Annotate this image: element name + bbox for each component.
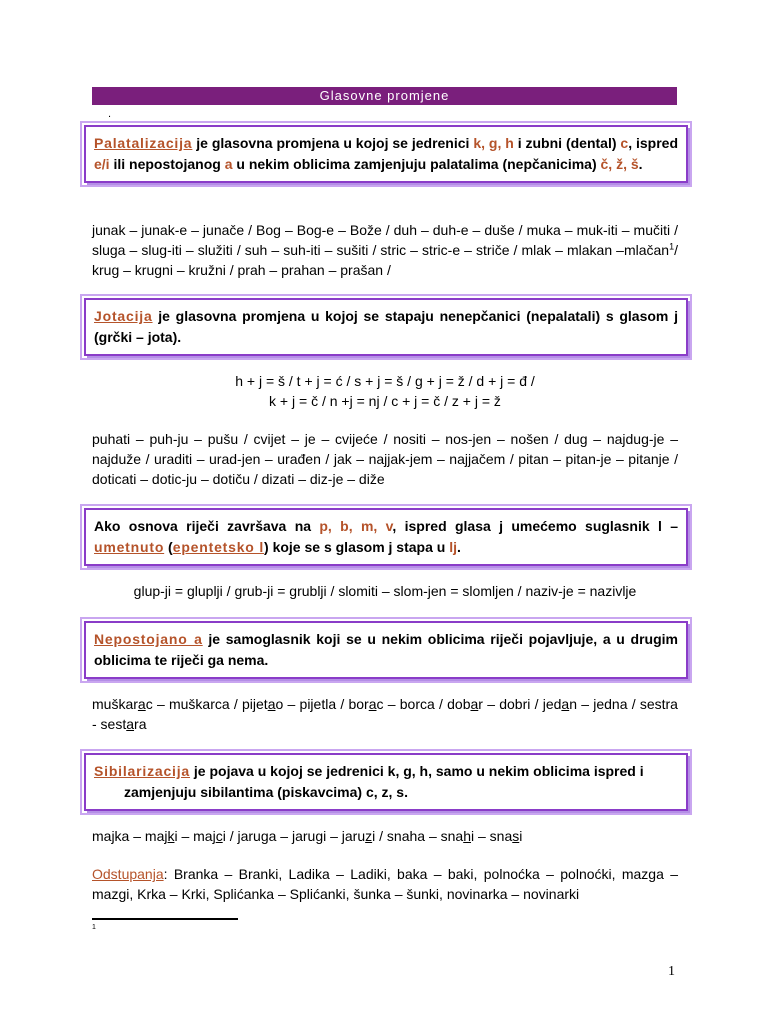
example-text: i – sna bbox=[471, 828, 513, 844]
underlined-letter: h bbox=[463, 828, 471, 844]
example-text: i – maj bbox=[174, 828, 216, 844]
def-text: , ispred glasa j umećemo suglasnik l – bbox=[392, 518, 678, 534]
rule-line: h + j = š / t + j = ć / s + j = š / g + j = ž / d + j = đ / bbox=[235, 373, 535, 389]
def-text: ili nepostojanog bbox=[109, 156, 225, 172]
palatalizacija-term: Palatalizacija bbox=[94, 135, 193, 151]
def-text: je samoglasnik koji se u nekim oblicima riječi pojavljuje, a u drugim oblicima te riječi ga nema. bbox=[94, 631, 678, 668]
highlight: e/i bbox=[94, 156, 110, 172]
epentetsko-term: epentetsko l bbox=[172, 539, 265, 555]
example-text: ra bbox=[134, 716, 147, 732]
example-text: i bbox=[519, 828, 523, 844]
def-text: . bbox=[638, 156, 643, 172]
sibilarizacija-definition-box bbox=[84, 753, 688, 811]
footnote-marker: 1 bbox=[92, 924, 96, 931]
example-text: majka – maj bbox=[92, 828, 168, 844]
stray-dot: . bbox=[108, 108, 112, 120]
underlined-letter: k bbox=[167, 828, 175, 844]
example-text: n – jedna / sestra - sest bbox=[92, 696, 678, 732]
underlined-letter: g bbox=[315, 828, 324, 844]
footnote-ref[interactable]: 1 bbox=[669, 241, 675, 252]
jotacija-rules bbox=[92, 371, 678, 411]
def-text: , ispred bbox=[628, 135, 679, 151]
page-number: 1 bbox=[668, 964, 675, 979]
def-text: zamjenjuju sibilantima (piskavcima) c, z, s. bbox=[124, 784, 408, 800]
underlined-letter: z bbox=[365, 828, 373, 844]
example-text: i / snaha – sna bbox=[372, 828, 464, 844]
underlined-letter: s bbox=[512, 828, 520, 844]
def-text: ) koje se s glasom j stapa u bbox=[264, 539, 450, 555]
example-text: junak – junak-e – junače / Bog – Bog-e – Bože / duh – duh-e – duše / muka – muk-iti – mučiti / sluga – slug-iti – služiti / suh – suh-iti – sušiti / stric – stric-e – striče / mlak – mlakan –mlačan bbox=[92, 222, 678, 258]
sibilarizacija-examples bbox=[92, 826, 678, 846]
underlined-letter: a bbox=[470, 696, 479, 712]
page-title: Glasovne promjene bbox=[92, 87, 677, 105]
highlight: p, b, m, v bbox=[319, 518, 393, 534]
example-text: c – borca / dob bbox=[376, 696, 471, 712]
jotacija-examples: puhati – puh-ju – pušu / cvijet – je – cvijeće / nositi – nos-jen – nošen / dug – najdug-je – najduže / uraditi – urad-jen – urađen / jak – najjak-jem – najjačem / pitan – pitan-je – pitanje / doticati – dotic-ju – dotiču / dizati – diz-je – diže bbox=[92, 431, 678, 487]
palatalizacija-examples bbox=[92, 220, 678, 280]
def-text: i zubni (dental) bbox=[513, 135, 621, 151]
jotacija-definition-box bbox=[84, 298, 688, 356]
example-text: i / jaruga – jaru bbox=[222, 828, 316, 844]
highlight: lj bbox=[449, 539, 457, 555]
example-text: c – muškarca / pijet bbox=[145, 696, 268, 712]
def-text: je glasovna promjena u kojoj se stapaju nenepčanici (nepalatali) s glasom j (grčki – jota). bbox=[94, 308, 678, 345]
def-text: je pojava u kojoj se jedrenici k, g, h, samo u nekim oblicima ispred i bbox=[190, 763, 644, 779]
underlined-letter: a bbox=[267, 696, 276, 712]
underlined-letter: a bbox=[368, 696, 377, 712]
epentetsko-definition-box bbox=[84, 508, 688, 566]
nepostojano-examples bbox=[92, 694, 678, 734]
odstupanja-text: : Branka – Branki, Ladika – Ladiki, baka – baki, polnoćka – polnoćki, mazga – mazgi, Krka – Krki, Splićanka – Splićanki, šunka – šunki, novinarka – novinarki bbox=[92, 866, 678, 902]
example-text: / krug – krugni – kružni / prah – prahan – prašan / bbox=[92, 242, 678, 278]
underlined-letter: a bbox=[561, 696, 570, 712]
def-text: u nekim oblicima zamjenjuju palatalima (nepčanicima) bbox=[232, 156, 601, 172]
example-text: muškar bbox=[92, 696, 138, 712]
example-text: r – dobri / jed bbox=[478, 696, 562, 712]
highlight: c bbox=[620, 135, 629, 151]
footnote-separator bbox=[92, 918, 238, 920]
highlight: k, g, h bbox=[473, 135, 514, 151]
example-text: o – pijetla / bor bbox=[275, 696, 369, 712]
sibilarizacija-term: Sibilarizacija bbox=[94, 763, 191, 779]
nepostojano-term: Nepostojano a bbox=[94, 631, 203, 647]
umetnuto-term: umetnuto bbox=[94, 539, 165, 555]
def-text: . bbox=[457, 539, 461, 555]
def-text: ( bbox=[164, 539, 173, 555]
palatalizacija-definition-box bbox=[84, 125, 688, 183]
odstupanja-label: Odstupanja bbox=[92, 866, 164, 882]
highlight: a bbox=[224, 156, 233, 172]
def-text: Ako osnova riječi završava na bbox=[94, 518, 320, 534]
epentetsko-examples: glup-ji = gluplji / grub-ji = grublji / slomiti – slom-jen = slomljen / naziv-je = nazivlje bbox=[133, 583, 637, 599]
underlined-letter: a bbox=[137, 696, 146, 712]
jotacija-term: Jotacija bbox=[94, 308, 153, 324]
nepostojano-definition-box bbox=[84, 621, 688, 679]
underlined-letter: a bbox=[126, 716, 135, 732]
rule-line: k + j = č / n +j = nj / c + j = č / z + j = ž bbox=[269, 393, 501, 409]
underlined-letter: c bbox=[215, 828, 223, 844]
highlight: č, ž, š bbox=[600, 156, 639, 172]
odstupanja-paragraph bbox=[92, 864, 678, 904]
example-text: i – jaru bbox=[323, 828, 366, 844]
def-text: je glasovna promjena u kojoj se jedrenici bbox=[192, 135, 474, 151]
